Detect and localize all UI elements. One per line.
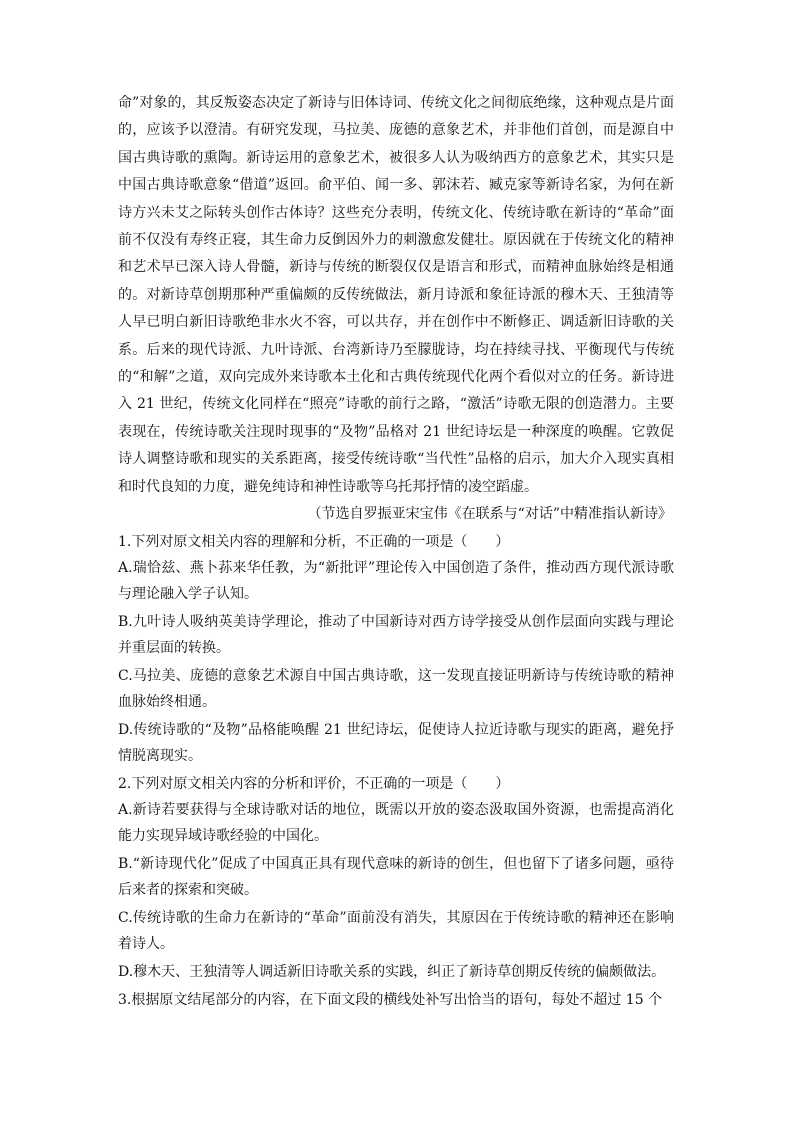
option-a: A.新诗若要获得与全球诗歌对话的地位，既需以开放的姿态汲取国外资源，也需提高消化能力实现异域诗歌经验的中国化。 [118, 801, 674, 844]
question-1 [118, 529, 674, 769]
question-3 [118, 987, 674, 1013]
option-c: C.传统诗歌的生命力在新诗的“革命”面前没有消失，其原因在于传统诗歌的精神还在影响着诗人。 [118, 909, 674, 952]
option-c: C.马拉美、庞德的意象艺术源自中国古典诗歌，这一发现直接证明新诗与传统诗歌的精神血脉始终相通。 [118, 667, 674, 710]
question-stem: 3.根据原文结尾部分的内容，在下面文段的横线处补写出恰当的语句，每处不超过 15 个 [118, 991, 663, 1008]
passage-paragraph: 命”对象的，其反叛姿态决定了新诗与旧体诗词、传统文化之间彻底绝缘，这种观点是片面的，应该予以澄清。有研究发现，马拉美、庞德的意象艺术，并非他们首创，而是源自中国古典诗歌的熏陶。新诗运用的意象艺术，被很多人认为吸纳西方的意象艺术，其实只是中国古典诗歌意象“借道”返回。俞平伯、闻一多、郭沫若、臧克家等新诗名家，为何在新诗方兴未艾之际转头创作古体诗？这些充分表明，传统文化、传统诗歌在新诗的“革命”面前不仅没有寿终正寝，其生命力反倒因外力的刺激愈发健壮。原因就在于传统文化的精神和艺术早已深入诗人骨髓，新诗与传统的断裂仅仅是语言和形式，而精神血脉始终是相通的。对新诗草创期那种严重偏颇的反传统做法，新月诗派和象征诗派的穆木天、王独清等人早已明白新旧诗歌绝非水火不容，可以共存，并在创作中不断修正、调适新旧诗歌的关系。后来的现代诗派、九叶诗派、台湾新诗乃至朦胧诗，均在持续寻找、平衡现代与传统的“和解”之道，双向完成外来诗歌本土化和古典传统现代化两个看似对立的任务。新诗进入 21 世纪，传统文化同样在“照亮”诗歌的前行之路，“激活”诗歌无限的创造潜力。主要表现在，传统诗歌关注现时现事的“及物”品格对 21 世纪诗坛是一种深度的唤醒。它敦促诗人调整诗歌和现实的关系距离，接受传统诗歌“当代性”品格的启示，加大介入现实真相和时代良知的力度，避免纯诗和神性诗歌等乌托邦抒情的凌空蹈虚。 [118, 95, 674, 495]
question-stem: 2.下列对原文相关内容的分析和评价，不正确的一项是（ ） [118, 775, 510, 792]
passage-source: （节选自罗振亚宋宝伟《在联系与“对话”中精准指认新诗》 [307, 506, 672, 523]
question-stem: 1.下列对原文相关内容的理解和分析，不正确的一项是（ ） [118, 533, 510, 550]
question-2 [118, 771, 674, 985]
option-a: A.瑞恰兹、燕卜荪来华任教，为“新批评”理论传入中国创造了条件，推动西方现代派诗歌与理论融入学子认知。 [118, 559, 674, 602]
option-b: B.九叶诗人吸纳英美诗学理论，推动了中国新诗对西方诗学接受从创作层面向实践与理论并重层面的转换。 [118, 613, 674, 656]
document-content [118, 90, 674, 1013]
option-b: B.“新诗现代化”促成了中国真正具有现代意味的新诗的创生，但也留下了诸多问题，亟待后来者的探索和突破。 [118, 855, 674, 898]
option-d: D.穆木天、王独清等人调适新旧诗歌关系的实践，纠正了新诗草创期反传统的偏颇做法。 [118, 963, 666, 980]
option-d: D.传统诗歌的“及物”品格能唤醒 21 世纪诗坛，促使诗人拉近诗歌与现实的距离，避免抒情脱离现实。 [118, 721, 674, 764]
